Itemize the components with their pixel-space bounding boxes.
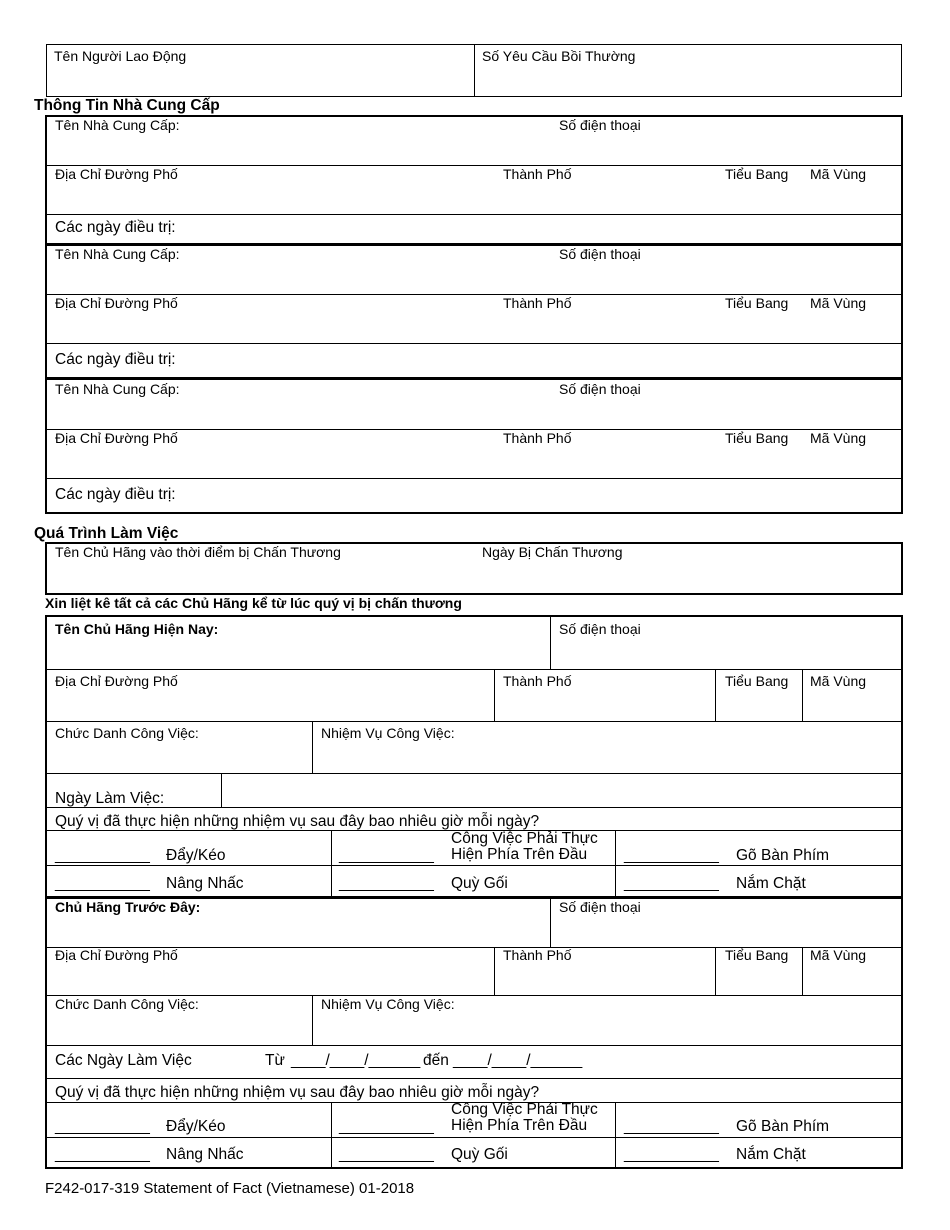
provider-3-name-field[interactable]: Tên Nhà Cung Cấp: <box>55 381 180 397</box>
provider-1-dates-field[interactable]: Các ngày điều trị: <box>55 219 176 236</box>
provider-2-phone-field[interactable]: Số điện thoại <box>559 246 641 262</box>
current-state-field[interactable]: Tiểu Bang <box>725 673 789 689</box>
provider-1-zip-field[interactable]: Mã Vùng <box>810 166 867 182</box>
provider-2-zip-field[interactable]: Mã Vùng <box>810 295 867 311</box>
provider-1-street-field[interactable]: Địa Chỉ Đường Phố <box>55 166 178 182</box>
current-overhead-label-1: Công Việc Phải Thực <box>451 830 598 847</box>
current-keyboard-label: Gõ Bàn Phím <box>736 847 830 864</box>
provider-3-street-field[interactable]: Địa Chỉ Đường Phố <box>55 430 178 446</box>
divider <box>494 947 495 995</box>
divider <box>46 721 902 722</box>
divider <box>46 773 902 774</box>
current-street-field[interactable]: Địa Chỉ Đường Phố <box>55 673 178 689</box>
current-keyboard-hours[interactable]: ___________ <box>624 847 719 864</box>
current-kneel-hours[interactable]: ___________ <box>339 875 434 892</box>
current-push-pull-label: Đẩy/Kéo <box>166 847 226 864</box>
divider <box>331 830 332 896</box>
current-city-field[interactable]: Thành Phố <box>503 673 572 689</box>
provider-2-dates-field[interactable]: Các ngày điều trị: <box>55 351 176 368</box>
previous-work-dates-label: Các Ngày Làm Việc <box>55 1052 192 1069</box>
current-job-title-field[interactable]: Chức Danh Công Việc: <box>55 725 199 741</box>
current-lift-label: Nâng Nhấc <box>166 875 244 892</box>
previous-kneel-hours[interactable]: ___________ <box>339 1146 434 1163</box>
current-job-duties-field[interactable]: Nhiệm Vụ Công Việc: <box>321 725 455 741</box>
divider <box>615 830 616 896</box>
previous-city-field[interactable]: Thành Phố <box>503 947 572 963</box>
work-history-title: Quá Trình Làm Việc <box>34 525 179 542</box>
divider <box>46 1078 902 1079</box>
previous-job-title-field[interactable]: Chức Danh Công Việc: <box>55 996 199 1012</box>
previous-zip-field[interactable]: Mã Vùng <box>810 947 867 963</box>
header-divider <box>474 44 475 97</box>
provider-3-city-field[interactable]: Thành Phố <box>503 430 572 446</box>
divider <box>46 1137 902 1138</box>
previous-kneel-label: Quỳ Gối <box>451 1146 508 1163</box>
divider <box>312 995 313 1045</box>
previous-employer-phone-field[interactable]: Số điện thoại <box>559 899 641 915</box>
previous-grip-label: Nắm Chặt <box>736 1146 806 1163</box>
provider-2-street-field[interactable]: Địa Chỉ Đường Phố <box>55 295 178 311</box>
current-employer-phone-field[interactable]: Số điện thoại <box>559 621 641 637</box>
previous-push-pull-hours[interactable]: ___________ <box>55 1118 150 1135</box>
previous-state-field[interactable]: Tiểu Bang <box>725 947 789 963</box>
divider <box>46 478 902 479</box>
previous-keyboard-hours[interactable]: ___________ <box>624 1118 719 1135</box>
form-id-footer: F242-017-319 Statement of Fact (Vietnamese) 01-2018 <box>45 1180 415 1197</box>
divider <box>331 1102 332 1167</box>
divider <box>494 669 495 721</box>
current-overhead-hours[interactable]: ___________ <box>339 847 434 864</box>
divider <box>46 1045 902 1046</box>
previous-employer-name-field[interactable]: Chủ Hãng Trước Đây: <box>55 899 201 915</box>
provider-section-title: Thông Tin Nhà Cung Cấp <box>34 97 220 114</box>
divider <box>312 721 313 773</box>
divider <box>802 669 803 721</box>
injury-date-field[interactable]: Ngày Bị Chấn Thương <box>482 544 623 560</box>
previous-to-label: đến <box>423 1052 449 1069</box>
divider <box>802 947 803 995</box>
current-work-dates-field[interactable]: Ngày Làm Việc: <box>55 790 165 807</box>
claim-number-field[interactable]: Số Yêu Cầu Bồi Thường <box>482 48 636 64</box>
current-overhead-label-2: Hiện Phía Trên Đầu <box>451 846 588 863</box>
provider-1-city-field[interactable]: Thành Phố <box>503 166 572 182</box>
current-grip-label: Nắm Chặt <box>736 875 806 892</box>
provider-3-dates-field[interactable]: Các ngày điều trị: <box>55 486 176 503</box>
employers-instruction: Xin liệt kê tất cả các Chủ Hãng kể từ lúc quý vị bị chấn thương <box>45 595 462 611</box>
provider-2-city-field[interactable]: Thành Phố <box>503 295 572 311</box>
previous-keyboard-label: Gõ Bàn Phím <box>736 1118 830 1135</box>
divider <box>221 773 222 807</box>
current-zip-field[interactable]: Mã Vùng <box>810 673 867 689</box>
previous-street-field[interactable]: Địa Chỉ Đường Phố <box>55 947 178 963</box>
current-push-pull-hours[interactable]: ___________ <box>55 847 150 864</box>
previous-overhead-hours[interactable]: ___________ <box>339 1118 434 1135</box>
previous-job-duties-field[interactable]: Nhiệm Vụ Công Việc: <box>321 996 455 1012</box>
previous-to-date-field[interactable]: ____/____/______ <box>453 1052 583 1069</box>
current-employer-name-field[interactable]: Tên Chủ Hãng Hiện Nay: <box>55 621 219 637</box>
provider-1-state-field[interactable]: Tiểu Bang <box>725 166 789 182</box>
divider <box>46 865 902 866</box>
provider-separator <box>46 377 902 380</box>
current-grip-hours[interactable]: ___________ <box>624 875 719 892</box>
provider-3-phone-field[interactable]: Số điện thoại <box>559 381 641 397</box>
previous-from-label: Từ <box>265 1052 285 1069</box>
worker-name-field[interactable]: Tên Người Lao Động <box>54 48 187 64</box>
divider <box>715 947 716 995</box>
previous-overhead-label-1: Công Việc Phải Thực <box>451 1101 598 1118</box>
current-hours-question: Quý vị đã thực hiện những nhiệm vụ sau đây bao nhiêu giờ mỗi ngày? <box>55 813 540 830</box>
divider <box>715 669 716 721</box>
divider <box>46 807 902 808</box>
previous-lift-label: Nâng Nhấc <box>166 1146 244 1163</box>
previous-overhead-label-2: Hiện Phía Trên Đầu <box>451 1117 588 1134</box>
divider <box>615 1102 616 1167</box>
divider <box>550 616 551 669</box>
provider-2-state-field[interactable]: Tiểu Bang <box>725 295 789 311</box>
provider-1-phone-field[interactable]: Số điện thoại <box>559 117 641 133</box>
previous-hours-question: Quý vị đã thực hiện những nhiệm vụ sau đây bao nhiêu giờ mỗi ngày? <box>55 1084 540 1101</box>
current-lift-hours[interactable]: ___________ <box>55 875 150 892</box>
provider-2-name-field[interactable]: Tên Nhà Cung Cấp: <box>55 246 180 262</box>
divider <box>46 669 902 670</box>
previous-push-pull-label: Đẩy/Kéo <box>166 1118 226 1135</box>
provider-3-zip-field[interactable]: Mã Vùng <box>810 430 867 446</box>
previous-grip-hours[interactable]: ___________ <box>624 1146 719 1163</box>
employer-at-injury-field[interactable]: Tên Chủ Hãng vào thời điểm bị Chấn Thương <box>55 544 341 560</box>
divider <box>550 898 551 947</box>
provider-3-state-field[interactable]: Tiểu Bang <box>725 430 789 446</box>
previous-from-date-field[interactable]: ____/____/______ <box>291 1052 421 1069</box>
previous-lift-hours[interactable]: ___________ <box>55 1146 150 1163</box>
divider <box>46 214 902 215</box>
provider-1-name-field[interactable]: Tên Nhà Cung Cấp: <box>55 117 180 133</box>
current-kneel-label: Quỳ Gối <box>451 875 508 892</box>
divider <box>46 343 902 344</box>
